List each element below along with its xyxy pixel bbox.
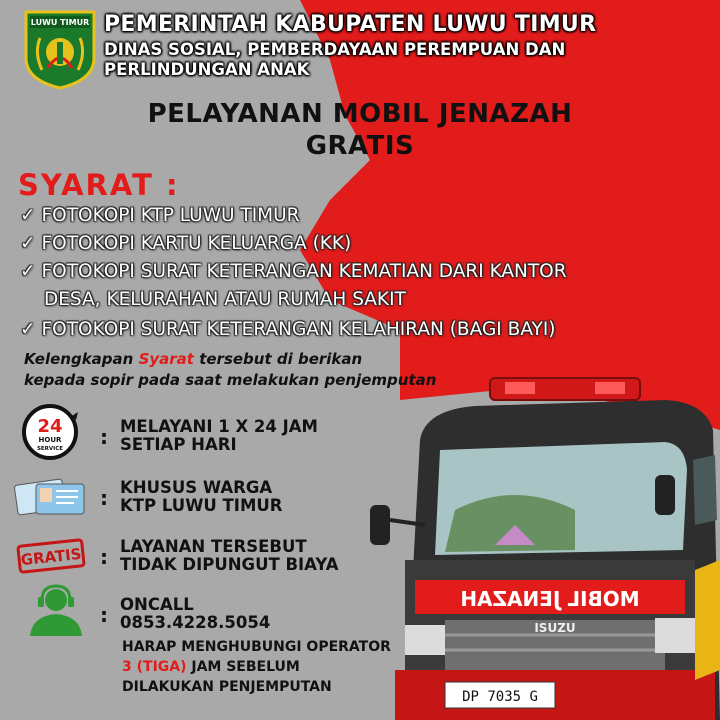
requirement-item: ✓ FOTOKOPI KTP LUWU TIMUR: [20, 205, 300, 226]
svg-text:HOUR: HOUR: [38, 436, 62, 444]
requirement-item: ✓ FOTOKOPI SURAT KETERANGAN KELAHIRAN (BAGI BAYI): [20, 319, 556, 340]
header-government-name: PEMERINTAH KABUPATEN LUWU TIMUR: [104, 12, 597, 37]
service-id-card-line1: KHUSUS WARGA: [120, 478, 273, 497]
page-title-line1: PELAYANAN MOBIL JENAZAH: [147, 99, 573, 129]
check-icon: ✓: [20, 319, 36, 340]
logo-text: LUWU TIMUR: [30, 18, 90, 27]
header-department-line1: DINAS SOSIAL, PEMBERDAYAAN PEREMPUAN DAN: [104, 40, 566, 59]
vehicle-plate-text: DP 7035 G: [462, 689, 538, 705]
colon-separator: :: [100, 486, 108, 510]
vehicle-banner-text: MOBIL JENAZAH: [460, 587, 640, 611]
gratis-stamp-icon: [16, 538, 86, 574]
luwu-timur-logo: [20, 8, 100, 90]
header-department-line2: PERLINDUNGAN ANAK: [104, 60, 310, 79]
svg-text:SERVICE: SERVICE: [36, 446, 64, 452]
service-24-hour-line1: MELAYANI 1 X 24 JAM: [120, 417, 318, 436]
check-icon: ✓: [20, 261, 36, 282]
service-free-line2: TIDAK DIPUNGUT BIAYA: [120, 555, 339, 574]
24-hour-service-icon: [20, 402, 80, 462]
operator-note-line1: HARAP MENGHUBUNGI OPERATOR: [122, 639, 391, 655]
colon-separator: :: [100, 545, 108, 569]
service-phone-number: 0853.4228.5054: [120, 613, 271, 632]
check-icon: ✓: [20, 205, 36, 226]
service-free-line1: LAYANAN TERSEBUT: [120, 537, 307, 556]
svg-text:GRATIS: GRATIS: [19, 544, 83, 570]
check-icon: ✓: [20, 233, 36, 254]
call-center-operator-icon: [28, 584, 84, 636]
service-24-hour-line2: SETIAP HARI: [120, 435, 237, 454]
colon-separator: :: [100, 603, 108, 627]
colon-separator: :: [100, 425, 108, 449]
page-title-line2: GRATIS: [305, 131, 415, 161]
requirements-heading: SYARAT :: [18, 168, 180, 202]
service-oncall-line1: ONCALL: [120, 595, 194, 614]
ambulance-vehicle-image: [365, 370, 720, 720]
svg-text:24: 24: [37, 416, 63, 437]
requirement-item: ✓ FOTOKOPI SURAT KETERANGAN KEMATIAN DARI KANTOR: [20, 261, 567, 282]
operator-note-line3: DILAKUKAN PENJEMPUTAN: [122, 679, 332, 695]
requirement-item-continuation: DESA, KELURAHAN ATAU RUMAH SAKIT: [44, 289, 406, 310]
operator-note-line2: 3 (TIGA) JAM SEBELUM: [122, 659, 300, 675]
requirements-note-line1: Kelengkapan Syarat tersebut di berikan: [24, 350, 363, 368]
service-id-card-line2: KTP LUWU TIMUR: [120, 496, 283, 515]
requirement-item: ✓ FOTOKOPI KARTU KELUARGA (KK): [20, 233, 352, 254]
vehicle-grille-text: ISUZU: [534, 621, 576, 635]
id-card-icon: [14, 476, 86, 518]
requirements-note-line2: kepada sopir pada saat melakukan penjemputan: [24, 371, 437, 389]
